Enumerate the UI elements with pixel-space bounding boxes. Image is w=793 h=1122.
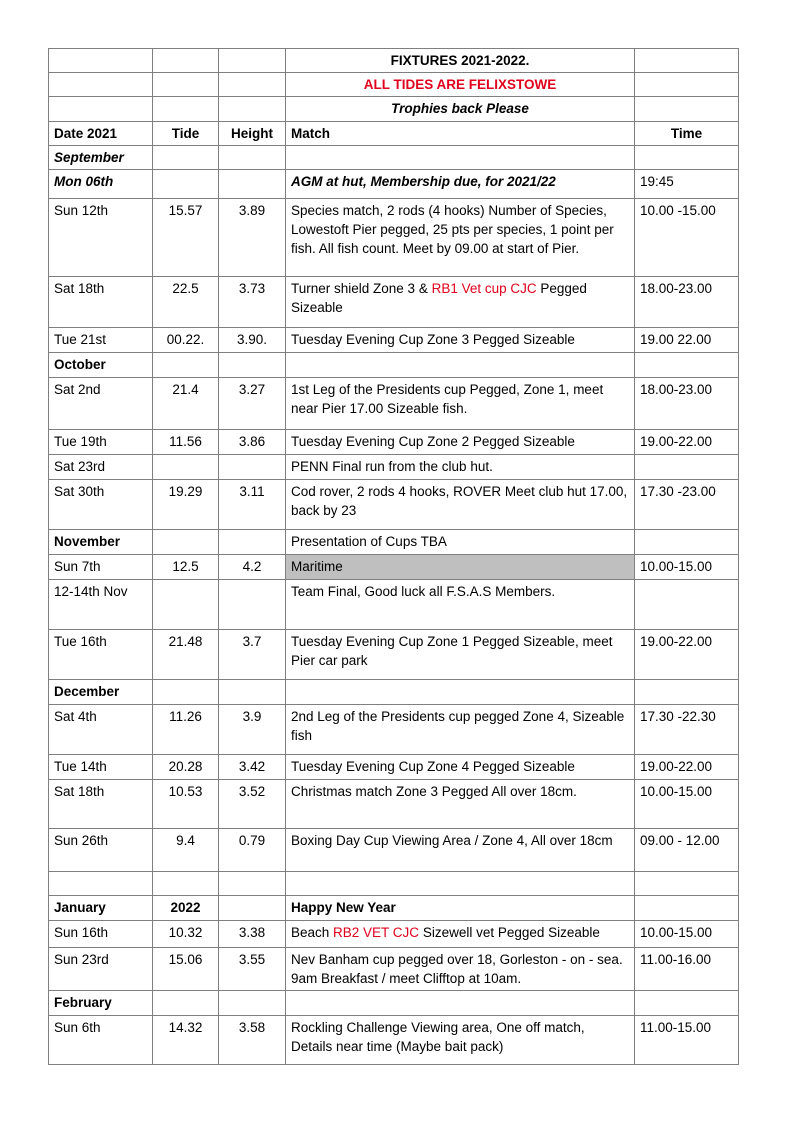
table-row <box>49 430 739 455</box>
table-row <box>49 328 739 353</box>
tide-cell: 15.06 <box>153 948 219 991</box>
height-cell: 4.2 <box>219 555 286 580</box>
table-row <box>49 755 739 780</box>
match-cell: Boxing Day Cup Viewing Area / Zone 4, All over 18cm <box>286 829 635 872</box>
match-cell: Tuesday Evening Cup Zone 3 Pegged Sizeable <box>286 328 635 353</box>
month-row-october <box>49 353 739 378</box>
header-row <box>49 122 739 146</box>
time-cell: 10.00 -15.00 <box>635 199 739 277</box>
header-match: Match <box>286 122 635 146</box>
header-date: Date 2021 <box>49 122 153 146</box>
month-label: February <box>49 991 153 1016</box>
time-cell: 11.00-16.00 <box>635 948 739 991</box>
height-cell: 3.89 <box>219 199 286 277</box>
height-cell: 3.55 <box>219 948 286 991</box>
height-cell: 3.86 <box>219 430 286 455</box>
date-cell: Sat 18th <box>49 780 153 829</box>
date-cell: Sun 16th <box>49 921 153 948</box>
tides-note-row <box>49 73 739 97</box>
table-row <box>49 555 739 580</box>
tide-cell: 12.5 <box>153 555 219 580</box>
date-cell: Tue 14th <box>49 755 153 780</box>
match-cell: Rockling Challenge Viewing area, One off match, Details near time (Maybe bait pack) <box>286 1016 635 1065</box>
date-cell: Sun 7th <box>49 555 153 580</box>
date-cell: Sun 26th <box>49 829 153 872</box>
table-row <box>49 780 739 829</box>
spacer-row <box>49 872 739 896</box>
vet-cup-label: RB1 Vet cup CJC <box>431 281 537 296</box>
table-row <box>49 199 739 277</box>
time-cell: 18.00-23.00 <box>635 277 739 328</box>
date-cell: Sun 12th <box>49 199 153 277</box>
time-cell: 10.00-15.00 <box>635 921 739 948</box>
date-cell: Tue 19th <box>49 430 153 455</box>
time-cell: 17.30 -22.30 <box>635 705 739 755</box>
date-cell: Sat 4th <box>49 705 153 755</box>
tide-cell: 00.22. <box>153 328 219 353</box>
tide-cell: 21.4 <box>153 378 219 430</box>
month-label: October <box>49 353 153 378</box>
tide-cell: 11.56 <box>153 430 219 455</box>
date-cell: Sat 30th <box>49 480 153 530</box>
match-cell <box>286 277 635 328</box>
date-cell: Sat 18th <box>49 277 153 328</box>
date-cell: Sat 2nd <box>49 378 153 430</box>
table-row <box>49 630 739 680</box>
date-cell: Sun 6th <box>49 1016 153 1065</box>
table-row <box>49 948 739 991</box>
table-row <box>49 580 739 630</box>
match-cell: Tuesday Evening Cup Zone 2 Pegged Sizeable <box>286 430 635 455</box>
height-cell: 3.7 <box>219 630 286 680</box>
match-cell: Team Final, Good luck all F.S.A.S Members. <box>286 580 635 630</box>
time-cell: 18.00-23.00 <box>635 378 739 430</box>
time-cell: 10.00-15.00 <box>635 555 739 580</box>
tide-cell: 19.29 <box>153 480 219 530</box>
page-title: FIXTURES 2021-2022. <box>286 49 635 73</box>
tide-cell: 15.57 <box>153 199 219 277</box>
month-label: December <box>49 680 153 705</box>
date-cell: 12-14th Nov <box>49 580 153 630</box>
match-cell: PENN Final run from the club hut. <box>286 455 635 480</box>
time-cell: 11.00-15.00 <box>635 1016 739 1065</box>
date-cell: Sun 23rd <box>49 948 153 991</box>
fixtures-table <box>48 48 739 1065</box>
table-row <box>49 1016 739 1065</box>
match-cell: 2nd Leg of the Presidents cup pegged Zone 4, Sizeable fish <box>286 705 635 755</box>
height-cell: 3.38 <box>219 921 286 948</box>
match-text: Sizewell vet Pegged Sizeable <box>419 925 600 940</box>
date-cell: Tue 16th <box>49 630 153 680</box>
month-label: September <box>49 146 153 170</box>
match-cell: AGM at hut, Membership due, for 2021/22 <box>286 170 635 199</box>
table-row <box>49 829 739 872</box>
table-row <box>49 921 739 948</box>
height-cell: 3.9 <box>219 705 286 755</box>
month-row-september <box>49 146 739 170</box>
month-row-december <box>49 680 739 705</box>
time-cell: 10.00-15.00 <box>635 780 739 829</box>
tide-cell: 10.32 <box>153 921 219 948</box>
month-row-november <box>49 530 739 555</box>
trophies-note-row <box>49 97 739 122</box>
tide-cell: 10.53 <box>153 780 219 829</box>
match-text: Turner shield Zone 3 & <box>291 281 432 296</box>
time-cell: 17.30 -23.00 <box>635 480 739 530</box>
match-cell: Species match, 2 rods (4 hooks) Number of Species, Lowestoft Pier pegged, 25 pts per species, 1 point per fish. All fish count. Meet by 09.00 at start of Pier. <box>286 199 635 277</box>
match-cell: 1st Leg of the Presidents cup Pegged, Zone 1, meet near Pier 17.00 Sizeable fish. <box>286 378 635 430</box>
match-cell: Presentation of Cups TBA <box>286 530 635 555</box>
month-label: November <box>49 530 153 555</box>
height-cell: 3.73 <box>219 277 286 328</box>
tide-cell: 22.5 <box>153 277 219 328</box>
match-cell: Tuesday Evening Cup Zone 1 Pegged Sizeable, meet Pier car park <box>286 630 635 680</box>
month-row-january <box>49 896 739 921</box>
date-cell: Sat 23rd <box>49 455 153 480</box>
month-row-february <box>49 991 739 1016</box>
height-cell: 3.52 <box>219 780 286 829</box>
match-cell: Cod rover, 2 rods 4 hooks, ROVER Meet club hut 17.00, back by 23 <box>286 480 635 530</box>
table-row <box>49 705 739 755</box>
match-cell: Maritime <box>286 555 635 580</box>
title-row <box>49 49 739 73</box>
tides-note: ALL TIDES ARE FELIXSTOWE <box>286 73 635 97</box>
vet-cup-label: RB2 VET CJC <box>333 925 420 940</box>
header-tide: Tide <box>153 122 219 146</box>
tide-cell: 14.32 <box>153 1016 219 1065</box>
match-cell: Happy New Year <box>286 896 635 921</box>
tide-cell: 11.26 <box>153 705 219 755</box>
match-cell: Tuesday Evening Cup Zone 4 Pegged Sizeable <box>286 755 635 780</box>
match-cell: Nev Banham cup pegged over 18, Gorleston - on - sea. 9am Breakfast / meet Clifftop at 10am. <box>286 948 635 991</box>
tide-cell: 9.4 <box>153 829 219 872</box>
table-row <box>49 170 739 199</box>
tide-cell: 21.48 <box>153 630 219 680</box>
match-cell: Christmas match Zone 3 Pegged All over 18cm. <box>286 780 635 829</box>
year-label: 2022 <box>153 896 219 921</box>
time-cell: 19.00-22.00 <box>635 755 739 780</box>
table-row <box>49 480 739 530</box>
time-cell: 09.00 - 12.00 <box>635 829 739 872</box>
tide-cell: 20.28 <box>153 755 219 780</box>
month-label: January <box>49 896 153 921</box>
header-height: Height <box>219 122 286 146</box>
match-cell <box>286 921 635 948</box>
height-cell: 3.11 <box>219 480 286 530</box>
height-cell: 0.79 <box>219 829 286 872</box>
height-cell: 3.27 <box>219 378 286 430</box>
match-text: Beach <box>291 925 334 940</box>
date-cell: Tue 21st <box>49 328 153 353</box>
height-cell: 3.90. <box>219 328 286 353</box>
header-time: Time <box>635 122 739 146</box>
table-row <box>49 277 739 328</box>
height-cell: 3.58 <box>219 1016 286 1065</box>
trophies-note: Trophies back Please <box>286 97 635 122</box>
time-cell: 19.00 22.00 <box>635 328 739 353</box>
time-cell: 19:45 <box>635 170 739 199</box>
date-cell: Mon 06th <box>49 170 153 199</box>
time-cell: 19.00-22.00 <box>635 630 739 680</box>
table-row <box>49 455 739 480</box>
match-text: Pegged Sizeable <box>291 281 587 315</box>
height-cell: 3.42 <box>219 755 286 780</box>
table-row <box>49 378 739 430</box>
time-cell: 19.00-22.00 <box>635 430 739 455</box>
